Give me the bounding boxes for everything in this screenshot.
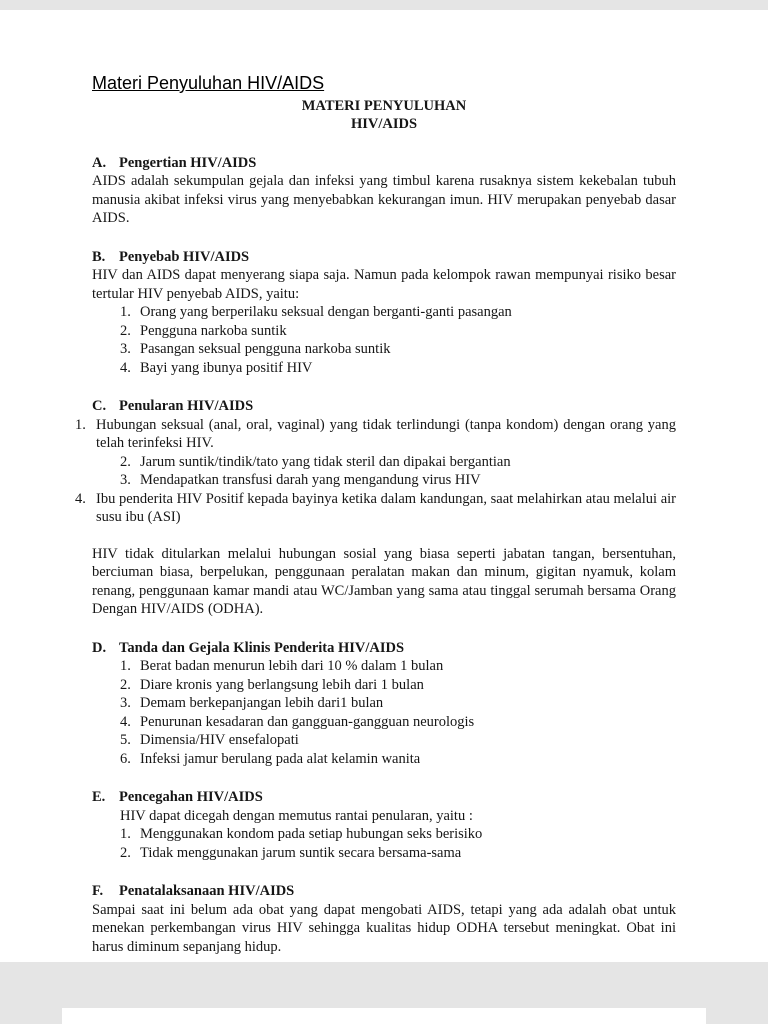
- list-marker: 1.: [120, 658, 131, 674]
- section-label: B.: [92, 248, 106, 265]
- list-item: [120, 713, 676, 732]
- list-marker: 1.: [120, 304, 131, 320]
- section-title: Tanda dan Gejala Klinis Penderita HIV/AIDS: [119, 639, 405, 656]
- list-marker: 1.: [120, 826, 131, 842]
- list-marker: 3.: [120, 341, 131, 357]
- list-item: [120, 750, 676, 769]
- list-item-text: Diare kronis yang berlangsung lebih dari 1 bulan: [140, 676, 424, 693]
- section-label: D.: [92, 639, 107, 656]
- paragraph: Sampai saat ini belum ada obat yang dapat mengobati AIDS, tetapi yang ada adalah obat untuk menekan perkembangan virus HIV sehingga kualitas hidup ODHA tersebut meningkat. Obat ini harus diminum sepanjang hidup.: [92, 901, 676, 955]
- list-marker: 5.: [120, 732, 131, 748]
- list-item-text: Tidak menggunakan jarum suntik secara bersama-sama: [140, 844, 462, 861]
- list-item-text: Pengguna narkoba suntik: [140, 322, 287, 339]
- paragraph: HIV dan AIDS dapat menyerang siapa saja. Namun pada kelompok rawan mempunyai risiko besar tertular HIV penyebab AIDS, yaitu:: [92, 267, 676, 302]
- viewer-top-gap: [0, 0, 768, 10]
- document-heading-line2: HIV/AIDS: [350, 116, 418, 132]
- page-gap: [0, 962, 768, 1008]
- list-marker: 1.: [75, 416, 86, 433]
- section-title: Penyebab HIV/AIDS: [119, 248, 250, 265]
- list-item: [75, 490, 676, 527]
- section-label: A.: [92, 154, 107, 171]
- list-item-text: Dimensia/HIV ensefalopati: [140, 732, 299, 748]
- list-item-text: Berat badan menurun lebih dari 10 % dalam 1 bulan: [140, 658, 444, 674]
- list-item: [120, 340, 676, 359]
- list-marker: 2.: [120, 453, 131, 470]
- section-heading: [92, 248, 676, 267]
- list-marker: 3.: [120, 695, 131, 711]
- list-item: [120, 322, 676, 341]
- list-marker: 2.: [120, 676, 131, 693]
- list-item-text: Infeksi jamur berulang pada alat kelamin wanita: [140, 750, 421, 767]
- list-marker: 4.: [75, 490, 86, 507]
- list-marker: 4.: [120, 713, 131, 730]
- section-title: Pengertian HIV/AIDS: [119, 154, 257, 171]
- list-item: [120, 825, 676, 844]
- document-content: [75, 154, 676, 957]
- paragraph: HIV tidak ditularkan melalui hubungan sosial yang biasa seperti jabatan tangan, bersentuhan, berciuman biasa, berpelukan, penggunaan peralatan makan dan minum, gigitan nyamuk, kolam renang, penggunaan kamar mandi atau WC/Jamban yang sama atau tinggal serumah bersama Orang Dengan HIV/AIDS (ODHA).: [92, 545, 676, 617]
- section-title: Penatalaksanaan HIV/AIDS: [119, 883, 295, 899]
- section-heading: [92, 154, 676, 173]
- list-item-text: Mendapatkan transfusi darah yang mengandung virus HIV: [140, 472, 481, 488]
- list-item: [120, 844, 676, 863]
- list-item-text: Menggunakan kondom pada setiap hubungan seks berisiko: [140, 826, 483, 842]
- list-item-text: Hubungan seksual (anal, oral, vaginal) yang tidak terlindungi (tanpa kondom) dengan orang yang telah terinfeksi HIV.: [96, 416, 676, 451]
- section-heading: [92, 882, 676, 901]
- list-item: [120, 303, 676, 322]
- list-item: [120, 359, 676, 378]
- paragraph: AIDS adalah sekumpulan gejala dan infeksi yang timbul karena rusaknya sistem kekebalan tubuh manusia akibat infeksi virus yang menyebabkan kekurangan imun. HIV merupakan penyebab dasar AIDS.: [92, 173, 676, 226]
- list-item-text: Jarum suntik/tindik/tato yang tidak steril dan dipakai bergantian: [140, 453, 511, 470]
- section-heading: [92, 397, 676, 416]
- list-item-text: Bayi yang ibunya positif HIV: [140, 359, 313, 376]
- section-title: Pencegahan HIV/AIDS: [119, 789, 263, 805]
- list-marker: 2.: [120, 322, 131, 339]
- list-item-text: Pasangan seksual pengguna narkoba suntik: [140, 341, 391, 357]
- list-item: [120, 471, 676, 490]
- section-label: E.: [92, 789, 106, 805]
- text-line: HIV dapat dicegah dengan memutus rantai penularan, yaitu :: [120, 807, 473, 824]
- section-heading: [92, 788, 676, 807]
- list-item: [120, 731, 676, 750]
- section-title: Penularan HIV/AIDS: [119, 398, 254, 414]
- section-label: C.: [92, 398, 107, 414]
- list-marker: 3.: [120, 472, 131, 488]
- document-page: [0, 10, 768, 962]
- list-marker: 6.: [120, 750, 131, 767]
- section-label: F.: [92, 883, 104, 899]
- list-item-text: Demam berkepanjangan lebih dari1 bulan: [140, 695, 384, 711]
- list-item: [75, 416, 676, 453]
- page-title: Materi Penyuluhan HIV/AIDS: [92, 73, 325, 93]
- list-marker: 4.: [120, 359, 131, 376]
- list-item-text: Ibu penderita HIV Positif kepada bayinya ketika dalam kandungan, saat melahirkan atau melalui air susu ibu (ASI): [96, 490, 676, 525]
- list-item: [120, 694, 676, 713]
- list-marker: 2.: [120, 844, 131, 861]
- list-item: [120, 676, 676, 695]
- document-heading-line1: MATERI PENYULUHAN: [301, 97, 467, 114]
- list-item-text: Orang yang berperilaku seksual dengan berganti-ganti pasangan: [140, 304, 512, 320]
- list-item: [120, 657, 676, 676]
- list-item: [120, 453, 676, 472]
- section-heading: [92, 639, 676, 658]
- list-item-text: Penurunan kesadaran dan gangguan-gangguan neurologis: [140, 713, 475, 730]
- next-page-preview: [62, 1008, 706, 1024]
